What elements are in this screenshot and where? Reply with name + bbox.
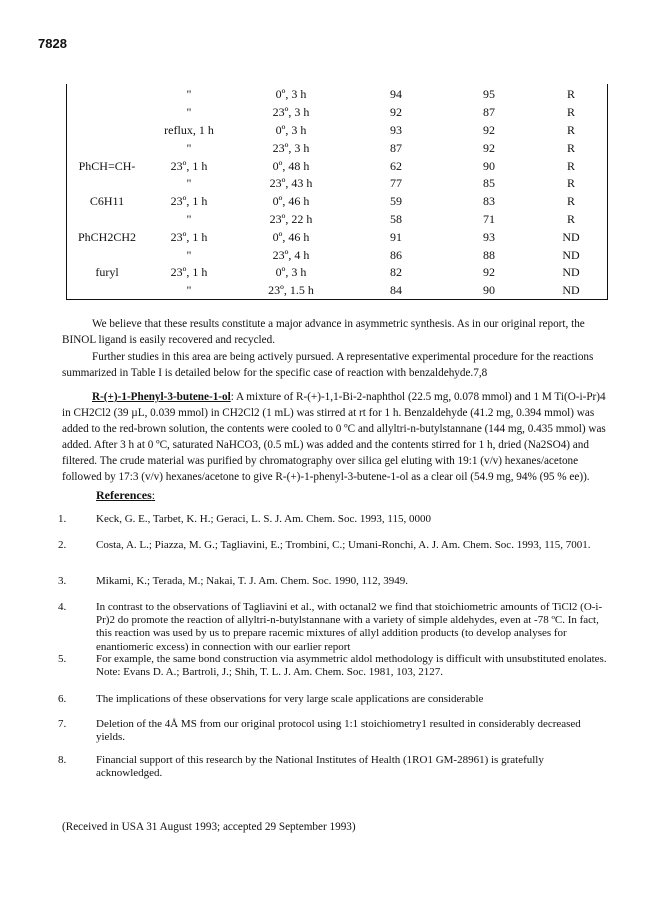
- table-cell: 77: [390, 176, 402, 191]
- table-cell: C6H11: [89, 194, 125, 209]
- table-cell: 85: [483, 176, 495, 191]
- table-cell: R: [566, 176, 575, 191]
- table-cell: 0º, 46 h: [272, 229, 310, 244]
- table-cell: 23º, 43 h: [269, 176, 313, 191]
- table-cell: 84: [390, 283, 402, 298]
- paragraph-further-studies: Further studies in this area are being actively pursued. A representative experimental procedure for the reactions summarized in Table I is detailed below for the specific case of reaction with benzaldehyde.7,8: [62, 351, 594, 379]
- reference-text: Keck, G. E., Tarbet, K. H.; Geraci, L. S. J. Am. Chem. Soc. 1993, 115, 0000: [96, 513, 431, 525]
- references-heading: References:: [96, 488, 156, 502]
- table-cell: ND: [562, 265, 580, 280]
- reference-item: [58, 575, 610, 588]
- reference-item: [58, 693, 610, 706]
- procedure-text: : A mixture of R-(+)-1,1-Bi-2-naphthol (22.5 mg, 0.078 mmol) and 1 M Ti(O-i-Pr)4 in CH2Cl2 (39 µL, 0.039 mmol) in CH2Cl2 (1 mL) was stirred at rt for 1 h. Benzaldehyde (41.2 mg, 0.394 mmol) was added to the red-brown solution, the contents were cooled to 0 ºC and allyltri-n-butylstannane (144 mg, 0.435 mmol) was added. After 3 h at 0 ºC, saturated NaHCO3, (0.5 mL) was added and the contents stirred for 1 h, dried (Na2SO4) and filtered. The crude material was purified by chromatography over silica gel eluting with 19:1 (v/v) hexanes/acetone followed by 17:3 (v/v) hexanes/acetone to give R-(+)-1-phenyl-3-butene-1-ol as a clear oil (54.9 mg, 94% (95 % ee)).: [62, 391, 606, 483]
- table-cell: 23º, 1 h: [170, 265, 208, 280]
- table-row: [68, 139, 606, 157]
- reference-text: The implications of these observations for very large scale applications are considerable: [96, 693, 484, 705]
- table-cell: 87: [483, 105, 495, 120]
- table-cell: 0º, 46 h: [272, 194, 310, 209]
- table-row: [68, 211, 606, 229]
- table-cell: PhCH2CH2: [77, 229, 136, 244]
- table-row: [68, 264, 606, 282]
- table-cell: 92: [483, 140, 495, 155]
- results-table: [68, 86, 606, 300]
- table-cell: 92: [483, 122, 495, 137]
- table-cell: 23º, 22 h: [269, 211, 313, 226]
- table-cell: ": [186, 87, 192, 102]
- received-dates: (Received in USA 31 August 1993; accepted 29 September 1993): [62, 821, 356, 833]
- table-cell: [68, 122, 146, 140]
- table-cell: 23º, 1 h: [170, 158, 208, 173]
- reference-text: Mikami, K.; Terada, M.; Nakai, T. J. Am. Chem. Soc. 1990, 112, 3949.: [96, 575, 408, 587]
- table-cell: 94: [390, 87, 402, 102]
- table-row: [68, 157, 606, 175]
- table-cell: 0º, 3 h: [275, 122, 307, 137]
- table-cell: 91: [390, 229, 402, 244]
- table-cell: [68, 104, 146, 122]
- table-cell: 23º, 4 h: [272, 247, 310, 262]
- reference-item: [58, 754, 610, 780]
- table-cell: 58: [390, 211, 402, 226]
- table-row: [68, 193, 606, 211]
- table-cell: 23º, 1 h: [170, 229, 208, 244]
- table-cell: R: [566, 105, 575, 120]
- table-cell: 0º, 48 h: [272, 158, 310, 173]
- table-cell: [68, 139, 146, 157]
- table-cell: [68, 211, 146, 229]
- table-cell: R: [566, 211, 575, 226]
- reference-number: 6.: [58, 693, 67, 705]
- reference-text: Deletion of the 4Å MS from our original protocol using 1:1 stoichiometry1 resulted in considerably decreased yields.: [96, 718, 581, 744]
- table-cell: 92: [483, 265, 495, 280]
- table-cell: 62: [390, 158, 402, 173]
- reference-item: [58, 513, 610, 526]
- reference-number: 1.: [58, 513, 67, 525]
- table-cell: [68, 246, 146, 264]
- reference-text: For example, the same bond construction via asymmetric aldol methodology is difficult with unsubstituted enolates. Note: Evans D. A.; Bartroli, J.; Shih, T. L. J. Am. Chem. Soc. 1981, 103, 2127.: [96, 653, 607, 679]
- table-cell: 86: [390, 247, 402, 262]
- paragraph-conclusion: We believe that these results constitute a major advance in asymmetric synthesis. As in our original report, the BINOL ligand is easily recovered and recycled.: [62, 318, 585, 346]
- results-table-body: [68, 86, 606, 300]
- table-cell: R: [566, 87, 575, 102]
- table-cell: R: [566, 194, 575, 209]
- reference-text: Costa, A. L.; Piazza, M. G.; Tagliavini, E.; Trombini, C.; Umani-Ronchi, A. J. Am. Chem. Soc. 1993, 115, 7001.: [96, 539, 591, 551]
- page-number: 7828: [38, 36, 67, 51]
- table-right-rule: [607, 84, 608, 300]
- table-cell: 0º, 3 h: [275, 265, 307, 280]
- table-cell: furyl: [95, 265, 119, 280]
- table-cell: 0º, 3 h: [275, 87, 307, 102]
- table-cell: ND: [562, 283, 580, 298]
- table-left-rule: [66, 84, 67, 300]
- table-cell: R: [566, 122, 575, 137]
- table-cell: 92: [390, 105, 402, 120]
- table-cell: 90: [483, 158, 495, 173]
- table-cell: R: [566, 158, 575, 173]
- table-cell: 59: [390, 194, 402, 209]
- table-row: [68, 175, 606, 193]
- table-cell: 87: [390, 140, 402, 155]
- table-row: [68, 104, 606, 122]
- procedure-paragraph: [62, 389, 610, 485]
- table-cell: ": [186, 247, 192, 262]
- reference-item: [58, 601, 610, 654]
- table-row: [68, 86, 606, 104]
- reference-item: [58, 718, 610, 744]
- table-cell: 93: [483, 229, 495, 244]
- reference-text: Financial support of this research by the National Institutes of Health (1RO1 GM-28961) is gratefully acknowledged.: [96, 754, 544, 780]
- reference-number: 3.: [58, 575, 67, 587]
- table-cell: ND: [562, 229, 580, 244]
- table-cell: 95: [483, 87, 495, 102]
- reference-item: [58, 539, 610, 552]
- reference-number: 4.: [58, 601, 67, 613]
- reference-text: In contrast to the observations of Tagliavini et al., with octanal2 we find that stoichiometric amounts of TiCl2 (O-i-Pr)2 do promote the reaction of allyltri-n-butylstannane with a variety of simple aldehydes, even at -78 ºC. In fact, this reaction was used by us to prepare racemic mixtures of allyl addition products (to develop analyses for enantiomeric excess) in connection with our earlier report: [96, 601, 603, 653]
- reference-item: [58, 653, 610, 679]
- reference-number: 7.: [58, 718, 67, 730]
- table-cell: [68, 282, 146, 300]
- table-cell: 82: [390, 265, 402, 280]
- procedure-title: R-(+)-1-Phenyl-3-butene-1-ol: [92, 391, 231, 403]
- table-cell: 93: [390, 122, 402, 137]
- table-cell: reflux, 1 h: [164, 122, 214, 137]
- table-row: [68, 246, 606, 264]
- reference-number: 5.: [58, 653, 67, 665]
- table-cell: [68, 86, 146, 104]
- reference-number: 8.: [58, 754, 67, 766]
- table-row: [68, 282, 606, 300]
- table-cell: 88: [483, 247, 495, 262]
- table-cell: ": [186, 105, 192, 120]
- table-cell: R: [566, 140, 575, 155]
- table-cell: 23º, 3 h: [272, 105, 310, 120]
- table-cell: [68, 175, 146, 193]
- reference-number: 2.: [58, 539, 67, 551]
- table-cell: 83: [483, 194, 495, 209]
- table-row: [68, 122, 606, 140]
- table-cell: 23º, 3 h: [272, 140, 310, 155]
- table-cell: ": [186, 283, 192, 298]
- table-cell: ": [186, 140, 192, 155]
- table-row: [68, 228, 606, 246]
- table-cell: 23º, 1.5 h: [268, 283, 314, 298]
- table-cell: 71: [483, 211, 495, 226]
- table-cell: ": [186, 211, 192, 226]
- table-cell: PhCH=CH-: [78, 158, 136, 173]
- table-cell: 23º, 1 h: [170, 194, 208, 209]
- table-cell: 90: [483, 283, 495, 298]
- table-cell: ": [186, 176, 192, 191]
- table-cell: ND: [562, 247, 580, 262]
